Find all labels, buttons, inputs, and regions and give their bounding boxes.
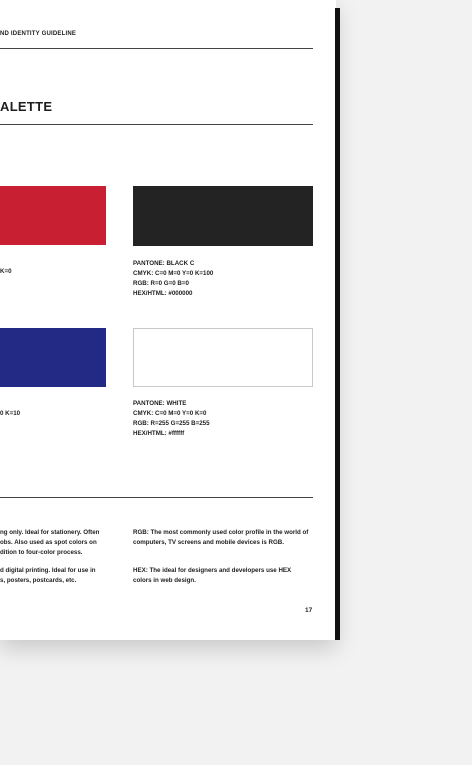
left-note-line: d digital printing. Ideal for use in	[0, 567, 96, 574]
white-hex: HEX/HTML: #ffffff	[133, 430, 185, 437]
section-divider	[0, 124, 313, 125]
header-divider	[0, 48, 313, 49]
black-cmyk: CMYK: C=0 M=0 Y=0 K=100	[133, 270, 214, 277]
section-title: ALETTE	[0, 99, 53, 114]
red-cmyk-fragment: K=0	[0, 268, 12, 275]
book-spine-edge	[335, 8, 340, 640]
white-rgb: RGB: R=255 G=255 B=255	[133, 420, 210, 427]
blue-color-swatch	[0, 328, 106, 387]
page-number: 17	[305, 607, 313, 614]
black-rgb: RGB: R=0 G=0 B=0	[133, 280, 189, 287]
rgb-note: RGB: The most commonly used color profile in the world of computers, TV screens and mobile devices is RGB.	[133, 529, 309, 546]
left-note-line: ng only. Ideal for stationery. Often	[0, 529, 100, 536]
red-color-swatch	[0, 186, 106, 245]
black-pantone: PANTONE: BLACK C	[133, 260, 195, 267]
left-note-line: dition to four-color process.	[0, 549, 83, 556]
white-pantone: PANTONE: WHITE	[133, 400, 187, 407]
white-cmyk: CMYK: C=0 M=0 Y=0 K=0	[133, 410, 207, 417]
black-color-specs	[133, 259, 213, 299]
blue-cmyk-fragment: 0 K=10	[0, 410, 21, 417]
left-note-line: obs. Also used as spot colors on	[0, 539, 97, 546]
hex-note: HEX: The ideal for designers and developers use HEX colors in web design.	[133, 567, 292, 584]
left-note-line: s, posters, postcards, etc.	[0, 577, 77, 584]
header-title: ND IDENTITY GUIDELINE	[0, 31, 77, 37]
black-hex: HEX/HTML: #000000	[133, 290, 193, 297]
white-color-swatch	[133, 328, 313, 387]
white-color-specs	[133, 399, 210, 439]
black-color-swatch	[133, 186, 313, 246]
notes-divider	[0, 497, 313, 498]
